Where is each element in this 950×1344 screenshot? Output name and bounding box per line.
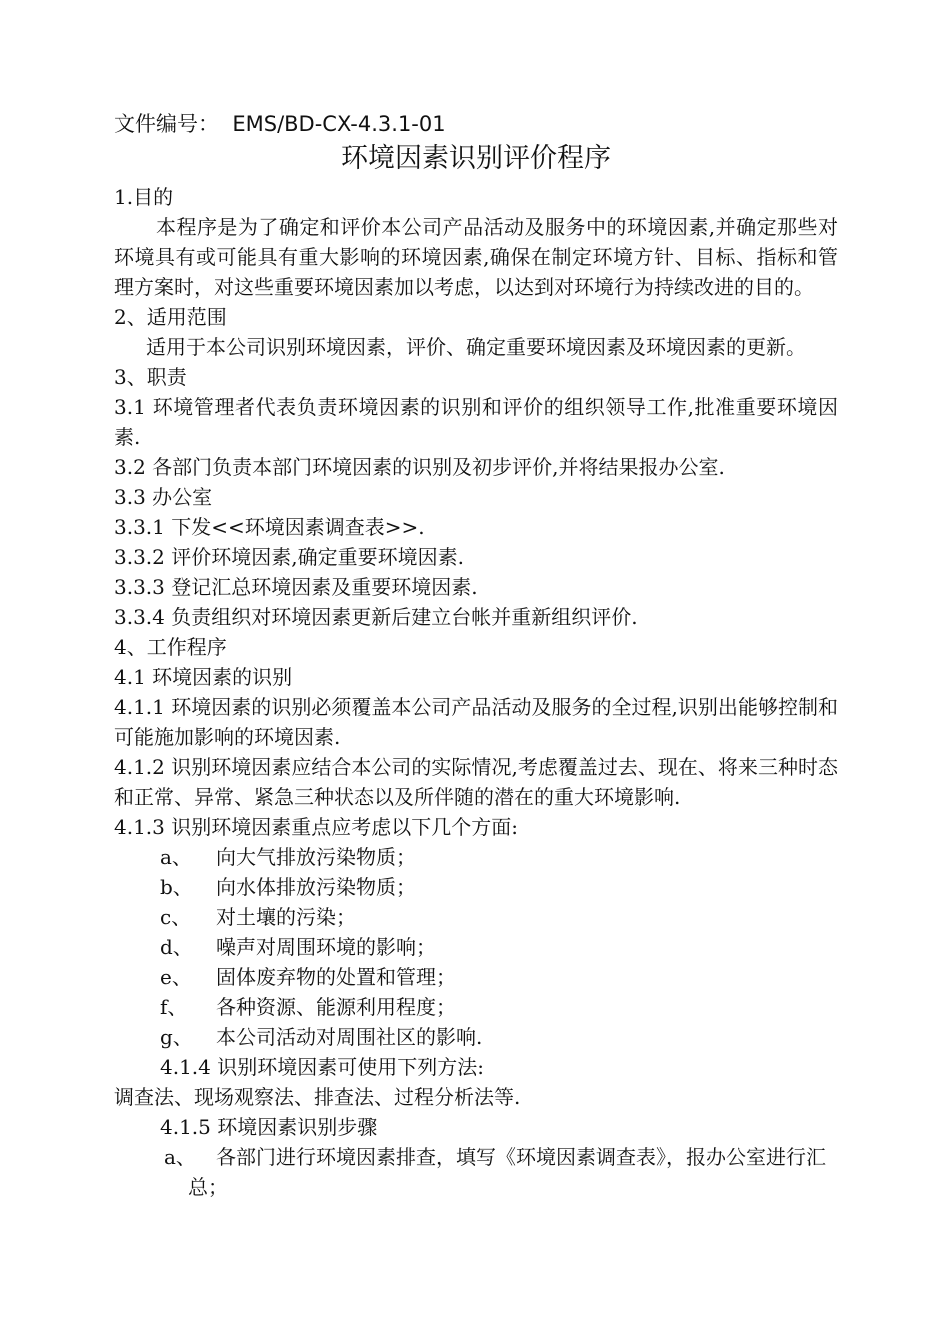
clause-3-3: 3.3 办公室 xyxy=(114,485,213,509)
list-item-text: 向水体排放污染物质； xyxy=(216,875,416,899)
purpose-paragraph: 本程序是为了确定和评价本公司产品活动及服务中的环境因素,并确定那些对环境具有或可能具有重大影响的环境因素,确保在制定环境方针、目标、指标和管理方案时，对这些重要环境因素加以考虑，以达到对环境行为持续改进的目的。 xyxy=(114,215,838,299)
clause-4-1-2: 4.1.2 识别环境因素应结合本公司的实际情况,考虑覆盖过去、现在、将来三种时态和正常、异常、紧急三种状态以及所伴随的潜在的重大环境影响. xyxy=(114,755,838,809)
document-title: 环境因素识别评价程序 xyxy=(341,143,611,174)
scope-paragraph: 适用于本公司识别环境因素，评价、确定重要环境因素及环境因素的更新。 xyxy=(146,335,806,359)
list-item-text: 对土壤的污染； xyxy=(216,905,356,929)
section-heading-purpose: 1.目的 xyxy=(114,185,174,209)
clause-3-2: 3.2 各部门负责本部门环境因素的识别及初步评价,并将结果报办公室. xyxy=(114,455,725,479)
clause-3-3-1: 3.3.1 下发<<环境因素调查表>>. xyxy=(114,515,425,539)
step-item-marker: a、 xyxy=(164,1145,196,1169)
list-item-marker: a、 xyxy=(160,845,192,869)
document-page xyxy=(114,108,838,1202)
list-item-marker: g、 xyxy=(160,1025,193,1049)
list-item-marker: e、 xyxy=(160,965,192,989)
clause-4-1-3: 4.1.3 识别环境因素重点应考虑以下几个方面: xyxy=(114,815,518,839)
list-item-text: 向大气排放污染物质； xyxy=(216,845,416,869)
section-heading-scope: 2、适用范围 xyxy=(114,305,227,329)
list-item-marker: c、 xyxy=(160,905,192,929)
list-item xyxy=(114,962,838,992)
clause-3-3-2: 3.3.2 评价环境因素,确定重要环境因素. xyxy=(114,545,464,569)
section-heading-responsibilities: 3、职责 xyxy=(114,365,187,389)
clause-3-3-3: 3.3.3 登记汇总环境因素及重要环境因素. xyxy=(114,575,478,599)
list-item-marker: f、 xyxy=(160,995,188,1019)
list-item xyxy=(114,1022,838,1052)
step-item-text: 各部门进行环境因素排查，填写《环境因素调查表》，报办公室进行汇总； xyxy=(188,1145,826,1199)
clause-4-1: 4.1 环境因素的识别 xyxy=(114,665,293,689)
list-item-text: 固体废弃物的处置和管理； xyxy=(216,965,456,989)
clause-4-1-1: 4.1.1 环境因素的识别必须覆盖本公司产品活动及服务的全过程,识别出能够控制和可能施加影响的环境因素. xyxy=(114,695,838,749)
document-number: 文件编号： EMS/BD-CX-4.3.1-01 xyxy=(114,112,446,136)
clause-4-1-4: 4.1.4 识别环境因素可使用下列方法: xyxy=(160,1055,484,1079)
clause-4-1-5: 4.1.5 环境因素识别步骤 xyxy=(160,1115,378,1139)
section-heading-procedure: 4、工作程序 xyxy=(114,635,227,659)
list-item xyxy=(114,932,838,962)
list-item-text: 各种资源、能源利用程度； xyxy=(216,995,456,1019)
list-item-text: 本公司活动对周围社区的影响. xyxy=(216,1025,483,1049)
list-item-marker: b、 xyxy=(160,875,193,899)
clause-3-1: 3.1 环境管理者代表负责环境因素的识别和评价的组织领导工作,批准重要环境因素. xyxy=(114,395,838,449)
list-item xyxy=(114,902,838,932)
list-item xyxy=(114,842,838,872)
identification-methods: 调查法、现场观察法、排查法、过程分析法等. xyxy=(114,1085,521,1109)
list-item-marker: d、 xyxy=(160,935,193,959)
list-item xyxy=(114,992,838,1022)
list-item-text: 噪声对周围环境的影响； xyxy=(216,935,436,959)
clause-3-3-4: 3.3.4 负责组织对环境因素更新后建立台帐并重新组织评价. xyxy=(114,605,638,629)
step-item xyxy=(114,1142,838,1202)
list-item xyxy=(114,872,838,902)
